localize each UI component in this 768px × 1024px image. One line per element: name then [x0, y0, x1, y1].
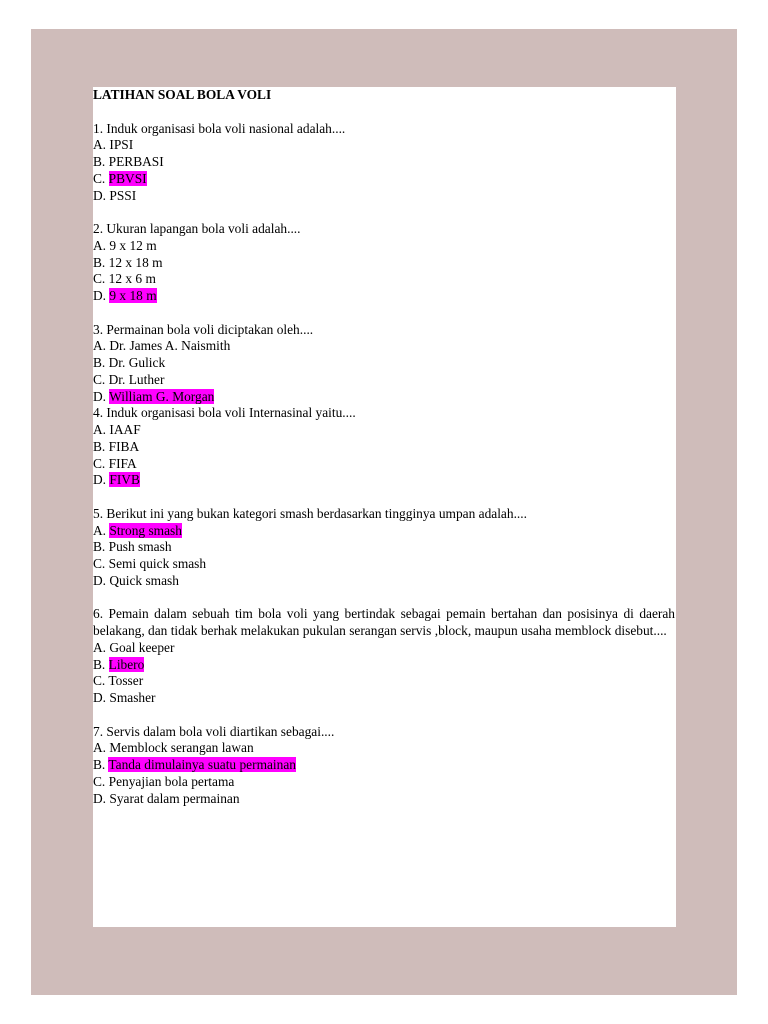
question-stem: 6. Pemain dalam sebuah tim bola voli yang bertindak sebagai pemain bertahan dan posisinya di daerah belakang, dan tidak berhak melakukan pukulan serangan servis ,block, maupun usaha memblock disebut....	[93, 606, 675, 638]
option-text: Quick smash	[109, 572, 179, 588]
option-letter: D.	[93, 187, 107, 203]
option-c	[93, 673, 675, 690]
question-3	[93, 322, 675, 406]
question-stem: 4. Induk organisasi bola voli Internasinal yaitu....	[93, 405, 356, 421]
question-stem: 3. Permainan bola voli diciptakan oleh....	[93, 321, 314, 337]
option-text: Dr. James A. Naismith	[109, 338, 231, 354]
option-letter: C.	[93, 371, 106, 387]
question-stem: 7. Servis dalam bola voli diartikan sebagai....	[93, 723, 335, 739]
question-stem: 2. Ukuran lapangan bola voli adalah....	[93, 221, 301, 236]
option-letter: B.	[93, 355, 106, 370]
option-letter: D.	[93, 790, 107, 806]
document-content	[93, 87, 675, 807]
option-letter: C.	[93, 556, 106, 571]
option-b	[93, 255, 675, 272]
option-text: PSSI	[109, 187, 137, 203]
option-a	[93, 640, 675, 657]
option-text: Goal keeper	[109, 639, 175, 655]
option-letter: D.	[93, 690, 107, 705]
option-c	[93, 171, 675, 188]
question-5	[93, 506, 675, 590]
option-d	[93, 690, 675, 707]
option-text: 9 x 12 m	[109, 237, 157, 253]
highlighted-answer: Libero	[108, 656, 145, 672]
document-title: LATIHAN SOAL BOLA VOLI	[93, 87, 272, 102]
option-d	[93, 188, 675, 205]
option-text: Tosser	[108, 673, 144, 689]
option-d	[93, 288, 675, 305]
option-letter: A.	[93, 137, 107, 153]
option-letter: A.	[93, 338, 107, 354]
option-a	[93, 137, 675, 154]
option-b	[93, 757, 675, 774]
question-2	[93, 221, 675, 305]
option-a	[93, 422, 675, 439]
question-4	[93, 405, 675, 489]
option-b	[93, 539, 675, 556]
option-c	[93, 556, 675, 573]
highlighted-answer: Strong smash	[109, 522, 182, 538]
option-text: Memblock serangan lawan	[109, 740, 254, 756]
option-text: FIBA	[108, 438, 140, 454]
option-text: Push smash	[108, 539, 172, 555]
option-text: IAAF	[109, 422, 141, 437]
option-letter: B.	[93, 656, 106, 672]
highlighted-answer: William G. Morgan	[109, 388, 215, 404]
option-text: Smasher	[109, 690, 156, 705]
option-letter: A.	[93, 522, 107, 538]
option-d	[93, 791, 675, 808]
option-letter: C.	[93, 455, 106, 471]
option-c	[93, 372, 675, 389]
option-letter: C.	[93, 773, 106, 789]
option-c	[93, 271, 675, 288]
option-b	[93, 657, 675, 674]
option-d	[93, 389, 675, 406]
option-text: PERBASI	[108, 154, 164, 169]
option-letter: B.	[93, 757, 106, 772]
option-letter: D.	[93, 572, 107, 588]
option-letter: C.	[93, 673, 106, 689]
option-letter: B.	[93, 154, 106, 169]
option-letter: B.	[93, 254, 106, 270]
option-a	[93, 338, 675, 355]
option-letter: C.	[93, 170, 106, 186]
option-a	[93, 740, 675, 757]
question-1	[93, 121, 675, 205]
option-a	[93, 238, 675, 255]
option-text: FIFA	[108, 455, 137, 471]
highlighted-answer: FIVB	[109, 472, 140, 488]
option-d	[93, 573, 675, 590]
option-text: Penyajian bola pertama	[108, 773, 235, 789]
option-letter: B.	[93, 539, 106, 555]
option-letter: A.	[93, 639, 107, 655]
option-letter: A.	[93, 422, 107, 437]
question-stem: 1. Induk organisasi bola voli nasional adalah....	[93, 120, 346, 136]
option-text: 12 x 18 m	[108, 254, 163, 270]
option-letter: A.	[93, 740, 107, 756]
option-text: Semi quick smash	[108, 556, 207, 571]
question-7	[93, 724, 675, 808]
highlighted-answer: 9 x 18 m	[109, 288, 157, 303]
option-text: 12 x 6 m	[108, 271, 156, 287]
option-text: IPSI	[109, 137, 134, 153]
option-letter: D.	[93, 472, 107, 488]
option-letter: A.	[93, 237, 107, 253]
option-a	[93, 523, 675, 540]
option-text: Syarat dalam permainan	[109, 790, 240, 806]
option-text: Dr. Luther	[108, 371, 165, 387]
question-6	[93, 606, 675, 707]
option-letter: C.	[93, 271, 106, 287]
option-d	[93, 472, 675, 489]
option-b	[93, 355, 675, 372]
option-c	[93, 774, 675, 791]
option-b	[93, 439, 675, 456]
option-letter: B.	[93, 438, 106, 454]
option-letter: D.	[93, 388, 107, 404]
highlighted-answer: PBVSI	[108, 170, 147, 186]
question-stem: 5. Berikut ini yang bukan kategori smash berdasarkan tingginya umpan adalah....	[93, 505, 527, 521]
option-text: Dr. Gulick	[108, 355, 166, 370]
highlighted-answer: Tanda dimulainya suatu permainan	[108, 757, 296, 772]
option-b	[93, 154, 675, 171]
option-letter: D.	[93, 288, 107, 303]
option-c	[93, 456, 675, 473]
